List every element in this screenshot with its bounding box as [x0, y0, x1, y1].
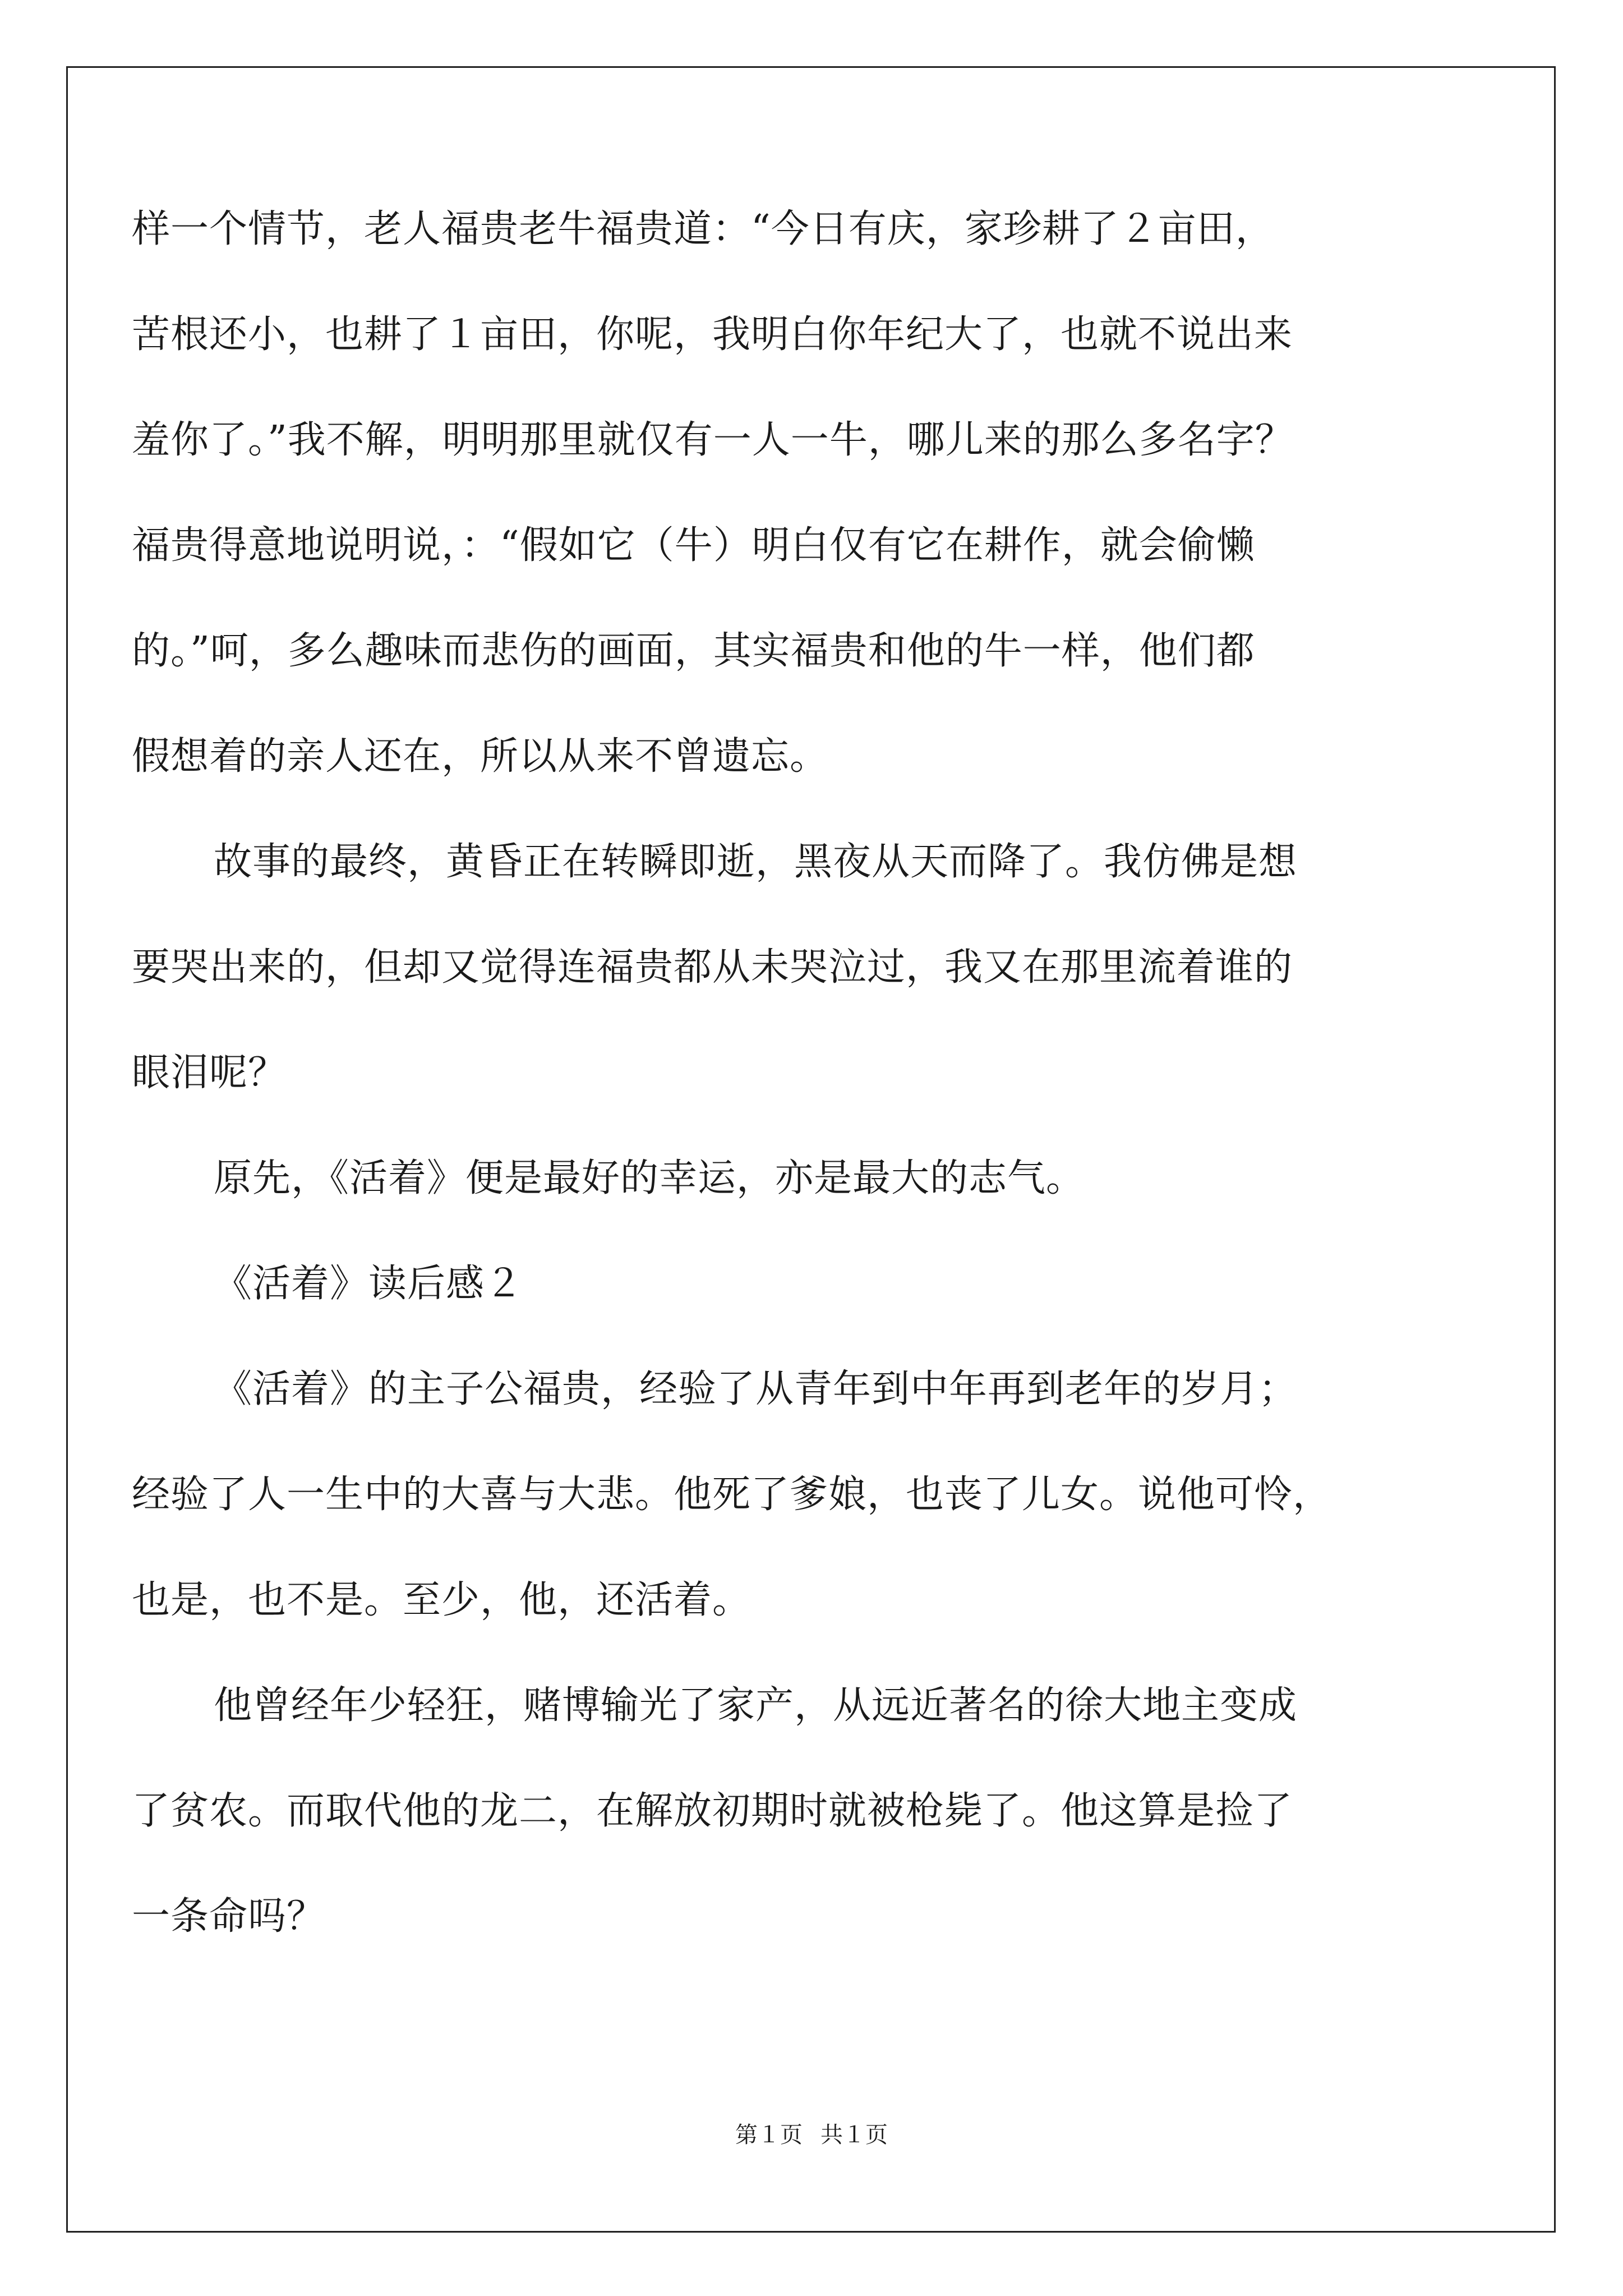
page-footer [0, 2124, 1623, 2146]
text-line: 羞你了。”我不解，明明那里就仅有一人一牛，哪儿来的那么多名字？ [132, 418, 1294, 462]
paragraph-start-line: 《活着》的主子公福贵，经验了从青年到中年再到老年的岁月； [214, 1367, 1298, 1411]
text-line: 要哭出来的，但却又觉得连福贵都从未哭泣过，我又在那里流着谁的 [132, 945, 1293, 990]
text-line: 福贵得意地说明说，：“假如它（牛）明白仅有它在耕作，就会偷懒 [132, 523, 1255, 568]
text-line: 眼泪呢？ [132, 1051, 287, 1095]
text-line: 也是，也不是。至少，他，还活着。 [132, 1578, 751, 1622]
text-line: 一条命吗？ [132, 1894, 326, 1939]
text-line: 样一个情节，老人福贵老牛福贵道：“今日有庆，家珍耕了２亩田， [132, 207, 1274, 251]
page-total: 共１页 [820, 2122, 888, 2148]
text-line: 的。”呵，多么趣味而悲伤的画面，其实福贵和他的牛一样，他们都 [132, 629, 1255, 673]
paragraph-start-line: 原先，《活着》便是最好的幸运，亦是最大的志气。 [214, 1156, 1085, 1200]
page-number: 第１页 [735, 2122, 803, 2148]
text-line: 假想着的亲人还在，所以从来不曾遗忘。 [132, 734, 829, 779]
document-body [132, 207, 1495, 2003]
paragraph-start-line: 故事的最终，黄昏正在转瞬即逝，黑夜从天而降了。我仿佛是想 [214, 840, 1298, 884]
text-line: 经验了人一生中的大喜与大悲。他死了爹娘，也丧了儿女。说他可怜， [132, 1473, 1332, 1517]
section-heading: 《活着》读后感２ [214, 1262, 524, 1306]
text-line: 了贫农。而取代他的龙二，在解放初期时就被枪毙了。他这算是捡了 [132, 1789, 1293, 1833]
text-line: 苦根还小，也耕了１亩田，你呢，我明白你年纪大了，也就不说出来 [132, 312, 1293, 357]
paragraph-start-line: 他曾经年少轻狂，赌博输光了家产，从远近著名的徐大地主变成 [214, 1683, 1298, 1728]
